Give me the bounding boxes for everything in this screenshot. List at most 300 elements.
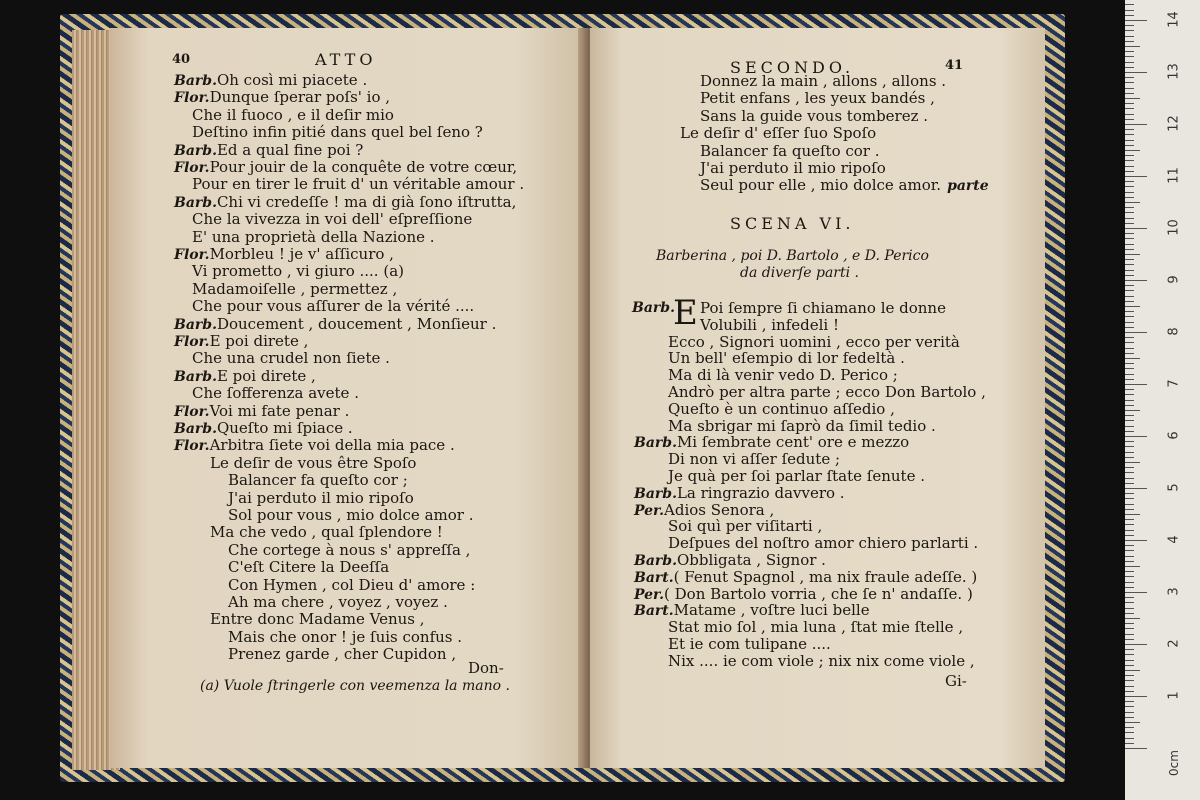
left-footnote: (a) Vuole ſtringerle con veemenza la mano .: [200, 678, 510, 694]
ruler-unit-label: 0cm: [1166, 750, 1181, 776]
line-text: Stat mio ſol , mia luna , ſtat mie ſtelle ,: [668, 618, 964, 637]
line-text: Pour jouir de la conquête de votre cœur,: [209, 158, 518, 176]
line-text: Balancer fa queſto cor ;: [228, 471, 408, 490]
verse-line: [228, 646, 456, 663]
line-text: J'ai perduto il mio ripoſo: [700, 159, 886, 177]
left-page-number: 40: [172, 52, 191, 67]
verse-line: [192, 281, 397, 298]
ruler-tick: [1125, 727, 1134, 728]
line-text: Arbitra ſiete voi della mia pace .: [209, 436, 455, 455]
verse-line: [668, 468, 925, 485]
verse-line: [700, 90, 935, 107]
ruler-tick: [1125, 384, 1147, 385]
ruler-tick: [1125, 72, 1147, 73]
ruler-tick: [1125, 613, 1134, 614]
ruler-tick: [1125, 493, 1134, 494]
ruler-tick: [1125, 56, 1134, 57]
ruler-tick: [1125, 738, 1134, 739]
ruler-tick: [1125, 556, 1134, 557]
ruler-tick: [1125, 233, 1134, 234]
ruler-tick: [1125, 337, 1134, 338]
line-text: La ringrazio davvero .: [676, 483, 845, 502]
ruler-tick: [1125, 202, 1140, 203]
line-text: Sans la guide vous tomberez .: [700, 106, 929, 125]
verse-line: [668, 535, 978, 552]
ruler-tick: [1125, 358, 1140, 359]
speaker-name: Barb.: [174, 73, 217, 89]
ruler-tick: [1125, 576, 1134, 577]
speaker-name: Barb.: [634, 553, 677, 569]
line-text: Le deſir d' eſſer ſuo Spoſo: [680, 124, 877, 143]
ruler-tick: [1125, 582, 1134, 583]
verse-line: [668, 418, 936, 435]
ruler-tick: [1125, 592, 1147, 593]
verse-line: [668, 350, 905, 367]
ruler-tick: [1125, 462, 1140, 463]
ruler-tick: [1125, 322, 1134, 323]
ruler-tick: [1125, 691, 1134, 692]
ruler-tick: [1125, 597, 1134, 598]
ruler-tick: [1125, 665, 1134, 666]
ruler-tick: [1125, 400, 1134, 401]
ruler-tick: [1125, 264, 1134, 265]
verse-line: [228, 577, 475, 594]
ruler-tick: [1125, 379, 1134, 380]
ruler-tick: [1125, 67, 1134, 68]
ruler-number: 12: [1166, 115, 1182, 132]
ruler-tick: [1125, 316, 1134, 317]
right-catchword: Gi-: [945, 672, 967, 690]
ruler-tick: [1125, 566, 1140, 567]
ruler-tick: [1125, 431, 1134, 432]
speaker-name: Flor.: [174, 334, 210, 350]
line-text: Nix .... ie com viole ; nix nix come viole ,: [668, 651, 975, 670]
line-text: Balancer fa queſto cor .: [700, 141, 880, 160]
ruler-tick: [1125, 748, 1147, 749]
speaker-name: Bart.: [634, 603, 674, 620]
ruler-tick: [1125, 15, 1134, 16]
ruler-tick: [1125, 10, 1134, 11]
ruler-number: 4: [1166, 535, 1182, 544]
verse-line: [668, 518, 822, 535]
right-running-head: SECONDO.: [730, 58, 855, 77]
speaker-name: Per.: [634, 586, 665, 603]
line-text: Je quà per ſoi parlar ſtate ſenute .: [668, 467, 925, 485]
ruler-tick: [1125, 46, 1140, 47]
scene-title: SCENA VI.: [730, 214, 855, 233]
ruler-tick: [1125, 472, 1134, 473]
ruler-tick: [1125, 519, 1134, 520]
speaker-name: Barb.: [174, 421, 217, 437]
ruler-tick: [1125, 675, 1134, 676]
ruler-tick: [1125, 77, 1134, 78]
left-catchword: Don-: [468, 659, 504, 677]
verse-line: [228, 629, 462, 646]
ruler-tick: [1125, 244, 1134, 245]
line-text: E poi direte ,: [216, 366, 316, 385]
verse-line: [210, 455, 416, 472]
speaker-name: Barb.: [174, 368, 217, 385]
verse-line: [668, 653, 975, 670]
ruler-tick: [1125, 249, 1134, 250]
line-text: E poi direte ,: [209, 332, 309, 350]
ruler-tick: [1125, 280, 1147, 281]
ruler-tick: [1125, 327, 1134, 328]
verse-line: [174, 142, 363, 160]
ruler-tick: [1125, 608, 1134, 609]
verse-line: [668, 367, 898, 384]
line-text: Deſtino infin pitié dans quel bel ſeno ?: [192, 123, 483, 142]
line-text: Ecco , Signori uomini , ecco per verità: [668, 332, 960, 351]
ruler-tick: [1125, 524, 1134, 525]
ruler-tick: [1125, 420, 1134, 421]
speaker-name: Barb.: [174, 316, 217, 333]
verse-line: [174, 420, 353, 438]
ruler-tick: [1125, 171, 1134, 172]
ruler-tick: [1125, 88, 1134, 89]
line-text: Volubili , infedeli !: [700, 315, 839, 334]
ruler-tick: [1125, 467, 1134, 468]
line-text: Oh così mi piacete .: [216, 71, 368, 89]
speaker-name: Per.: [634, 502, 665, 519]
line-text: Ma di là venir vedo D. Perico ;: [668, 366, 898, 385]
verse-line: [700, 108, 928, 125]
line-text: Sol pour vous , mio dolce amor .: [228, 506, 474, 524]
line-text: Voi mi fate penar .: [209, 401, 350, 420]
speaker-name: Barb.: [174, 142, 217, 159]
ruler-tick: [1125, 311, 1134, 312]
ruler-tick: [1125, 446, 1134, 447]
ruler-tick: [1125, 680, 1134, 681]
line-text: ( Don Bartolo vorria , che ſe n' andaſſe. ): [664, 584, 973, 603]
line-text: Petit enfans , les yeux bandés ,: [700, 89, 935, 108]
ruler-number: 9: [1166, 275, 1182, 284]
ruler-tick: [1125, 238, 1134, 239]
line-text: Di non vi aſſer ſedute ;: [668, 450, 841, 469]
ruler-tick: [1125, 441, 1134, 442]
line-text: Che una crudel non ſiete .: [192, 349, 390, 368]
line-text: Poi ſempre ſi chiamano le donne: [700, 299, 946, 317]
line-text: Doucement , doucement , Monſieur .: [216, 314, 497, 333]
ruler-tick: [1125, 571, 1134, 572]
ruler-tick: [1125, 275, 1134, 276]
ruler-tick: [1125, 732, 1134, 733]
ruler-tick: [1125, 634, 1134, 635]
line-text: Donnez la main , allons , allons .: [700, 72, 947, 90]
verse-line: [192, 176, 524, 193]
verse-line: [700, 160, 886, 177]
ruler-tick: [1125, 82, 1134, 83]
line-text: Ah ma chere , voyez , voyez .: [228, 593, 448, 611]
ruler-tick: [1125, 181, 1134, 182]
line-text: Madamoiſelle , permettez ,: [192, 279, 398, 298]
ruler-tick: [1125, 192, 1134, 193]
ruler-tick: [1125, 660, 1134, 661]
line-text: Soi quì per viſitarti ,: [668, 517, 823, 536]
ruler-tick: [1125, 545, 1134, 546]
ruler-tick: [1125, 270, 1134, 271]
verse-line: [210, 611, 425, 628]
verse-line: [174, 72, 367, 90]
right-page-number: 41: [945, 58, 964, 73]
ruler-tick: [1125, 25, 1134, 26]
line-text: Seul pour elle , mio dolce amor.: [700, 176, 942, 195]
ruler-tick: [1125, 353, 1134, 354]
line-text: Vi prometto , vi giuro .... (a): [192, 262, 404, 281]
ruler-tick: [1125, 561, 1134, 562]
ruler-tick: [1125, 426, 1134, 427]
line-text: Andrò per altra parte ; ecco Don Bartolo ,: [668, 383, 986, 401]
line-text: Chi vi credeſſe ! ma di già ſono iſtrutta,: [216, 192, 517, 211]
line-text: Ma sbrigar mi ſaprò da ſimil tedio .: [668, 416, 936, 435]
verse-line: [174, 437, 455, 455]
ruler-number: 1: [1166, 691, 1182, 700]
ruler-tick: [1125, 618, 1140, 619]
ruler-tick: [1125, 140, 1134, 141]
speaker-name: Flor.: [174, 247, 210, 263]
verse-line: [668, 636, 831, 653]
ruler-tick: [1125, 363, 1134, 364]
left-running-head: ATTO: [315, 50, 377, 69]
ruler-tick: [1125, 488, 1147, 489]
ruler-number: 11: [1166, 167, 1182, 184]
scene-description-line1: Barberina , poi D. Bartolo , e D. Perico: [656, 248, 929, 264]
ruler-tick: [1125, 498, 1134, 499]
ruler-tick: [1125, 743, 1134, 744]
ruler-number: 13: [1166, 63, 1182, 80]
line-text: Ed a qual fine poi ?: [216, 140, 364, 159]
line-text: C'eſt Citere la Deeſſa: [228, 558, 390, 577]
line-text: Che ſofferenza avete .: [192, 384, 359, 403]
scene-description-line2: da diverſe parti .: [740, 265, 860, 281]
verse-line: [174, 246, 394, 264]
ruler-tick: [1125, 457, 1134, 458]
ruler-tick: [1125, 301, 1134, 302]
ruler-tick: [1125, 98, 1140, 99]
ruler-tick: [1125, 145, 1134, 146]
verse-line: [174, 89, 390, 107]
ruler-tick: [1125, 160, 1134, 161]
verse-line: [668, 451, 840, 468]
line-text: Un bell' eſempio di lor fedeltà .: [668, 349, 905, 368]
verse-line: [700, 177, 989, 195]
ruler-number: 8: [1166, 327, 1182, 336]
drop-cap: E: [673, 293, 698, 333]
ruler-tick: [1125, 51, 1134, 52]
ruler-tick: [1125, 150, 1140, 151]
ruler-tick: [1125, 259, 1134, 260]
line-text: ( Fenut Spagnol , ma nix fraule adeſſe. ): [673, 567, 978, 586]
verse-line: [192, 385, 359, 402]
ruler-tick: [1125, 509, 1134, 510]
ruler-tick: [1125, 478, 1134, 479]
line-text: Che il fuoco , e il deſir mio: [192, 105, 394, 124]
speaker-name: Barb.: [634, 435, 677, 452]
ruler-tick: [1125, 134, 1134, 135]
verse-line: [632, 299, 946, 317]
ruler-tick: [1125, 218, 1134, 219]
ruler-number: 14: [1166, 11, 1182, 28]
verse-line: [192, 298, 474, 315]
ruler-tick: [1125, 332, 1147, 333]
ruler-tick: [1125, 535, 1134, 536]
ruler-tick: [1125, 129, 1134, 130]
verse-line: [668, 334, 960, 351]
verse-line: [174, 403, 349, 421]
ruler-tick: [1125, 670, 1140, 671]
ruler-tick: [1125, 254, 1140, 255]
verse-line: [228, 594, 448, 611]
line-text: Le deſir de vous être Spoſo: [210, 453, 417, 472]
verse-line: [228, 542, 470, 559]
ruler-tick: [1125, 623, 1134, 624]
ruler-number: 7: [1166, 379, 1182, 388]
ruler-tick: [1125, 722, 1140, 723]
right-page: [590, 28, 1045, 768]
ruler-tick: [1125, 654, 1134, 655]
line-text: Deſpues del noſtro amor chiero parlarti .: [668, 534, 979, 553]
line-text: Dunque ſperar poſs' io ,: [209, 88, 391, 107]
ruler-number: 6: [1166, 431, 1182, 440]
ruler-tick: [1125, 696, 1147, 697]
ruler-tick: [1125, 514, 1140, 515]
ruler-tick: [1125, 415, 1134, 416]
ruler-tick: [1125, 155, 1134, 156]
ruler-tick: [1125, 124, 1147, 125]
verse-line: [192, 107, 394, 124]
speaker-name: Flor.: [174, 438, 210, 455]
line-text: Entre donc Madame Venus ,: [210, 610, 425, 629]
line-text: Obbligata , Signor .: [676, 551, 826, 569]
verse-line: [668, 401, 895, 418]
speaker-name: Barb.: [632, 300, 675, 316]
ruler-tick: [1125, 103, 1134, 104]
verse-line: [700, 73, 946, 90]
line-text: Morbleu ! je v' aſſicuro ,: [209, 245, 394, 263]
ruler-tick: [1125, 223, 1134, 224]
ruler-tick: [1125, 706, 1134, 707]
ruler-tick: [1125, 306, 1140, 307]
ruler-tick: [1125, 483, 1134, 484]
verse-line: [700, 143, 880, 160]
line-text: Prenez garde , cher Cupidon ,: [228, 645, 457, 664]
line-text: Queſto mi ſpiace .: [216, 419, 353, 437]
ruler-tick: [1125, 348, 1134, 349]
line-text: Matame , voſtre luci belle: [673, 601, 870, 620]
ruler-tick: [1125, 4, 1134, 5]
ruler-tick: [1125, 540, 1147, 541]
ruler-tick: [1125, 108, 1134, 109]
ruler-tick: [1125, 93, 1134, 94]
line-text: Pour en tirer le fruit d' un véritable amour .: [192, 175, 525, 194]
left-page: [110, 28, 588, 768]
ruler-tick: [1125, 368, 1134, 369]
ruler-tick: [1125, 186, 1134, 187]
line-text: Che cortege à nous s' appreſſa ,: [228, 540, 471, 559]
stage-direction: parte: [947, 178, 989, 195]
ruler-tick: [1125, 410, 1140, 411]
ruler-tick: [1125, 717, 1134, 718]
ruler-tick: [1125, 36, 1134, 37]
speaker-name: Bart.: [634, 569, 674, 586]
verse-line: [192, 211, 472, 228]
verse-line: [210, 524, 443, 541]
ruler-number: 5: [1166, 483, 1182, 492]
ruler-tick: [1125, 290, 1134, 291]
ruler-tick: [1125, 212, 1134, 213]
ruler-tick: [1125, 176, 1147, 177]
ruler-tick: [1125, 342, 1134, 343]
ruler-tick: [1125, 639, 1134, 640]
ruler-tick: [1125, 712, 1134, 713]
ruler-tick: [1125, 701, 1134, 702]
speaker-name: Flor.: [174, 160, 210, 176]
line-text: Che pour vous aſſurer de la vérité ....: [192, 297, 475, 316]
ruler-number: 10: [1166, 219, 1182, 236]
line-text: Et ie com tulipane ....: [668, 635, 831, 653]
ruler-number: 2: [1166, 639, 1182, 648]
ruler-tick: [1125, 686, 1134, 687]
ruler-tick: [1125, 550, 1134, 551]
ruler-tick: [1125, 285, 1134, 286]
measuring-ruler: [1125, 0, 1200, 800]
ruler-tick: [1125, 30, 1134, 31]
ruler-tick: [1125, 649, 1134, 650]
line-text: Che la vivezza in voi dell' eſpreſſione: [192, 210, 473, 229]
verse-line: [192, 350, 390, 367]
ruler-tick: [1125, 197, 1134, 198]
ruler-tick: [1125, 389, 1134, 390]
ruler-tick: [1125, 587, 1134, 588]
line-text: Queſto è un continuo aſſedio ,: [668, 399, 895, 418]
ruler-tick: [1125, 114, 1134, 115]
verse-line: [228, 472, 408, 489]
verse-line: [174, 368, 316, 386]
ruler-tick: [1125, 452, 1134, 453]
ruler-tick: [1125, 119, 1134, 120]
ruler-tick: [1125, 374, 1134, 375]
ruler-tick: [1125, 504, 1134, 505]
line-text: Mais che onor ! je ſuis confus .: [228, 627, 463, 646]
line-text: Con Hymen , col Dieu d' amore :: [228, 575, 476, 594]
line-text: E' una proprietà della Nazione .: [192, 227, 435, 246]
verse-line: [680, 125, 876, 142]
verse-line: [700, 317, 839, 334]
verse-line: [174, 333, 308, 351]
verse-line: [192, 229, 435, 246]
line-text: Mi ſembrate cent' ore e mezzo: [676, 433, 910, 452]
ruler-tick: [1125, 20, 1147, 21]
line-text: Adios Senora ,: [664, 500, 775, 519]
ruler-tick: [1125, 228, 1147, 229]
verse-line: [174, 159, 517, 177]
ruler-tick: [1125, 436, 1147, 437]
ruler-tick: [1125, 644, 1147, 645]
ruler-tick: [1125, 602, 1134, 603]
ruler-number: 3: [1166, 587, 1182, 596]
speaker-name: Flor.: [174, 90, 210, 107]
verse-line: [668, 384, 986, 401]
verse-line: [174, 194, 516, 212]
speaker-name: Flor.: [174, 403, 210, 420]
verse-line: [228, 490, 414, 507]
verse-line: [228, 507, 473, 524]
ruler-tick: [1125, 628, 1134, 629]
speaker-name: Barb.: [634, 485, 677, 502]
verse-line: [192, 124, 483, 141]
ruler-tick: [1125, 62, 1134, 63]
line-text: J'ai perduto il mio ripoſo: [228, 488, 414, 507]
